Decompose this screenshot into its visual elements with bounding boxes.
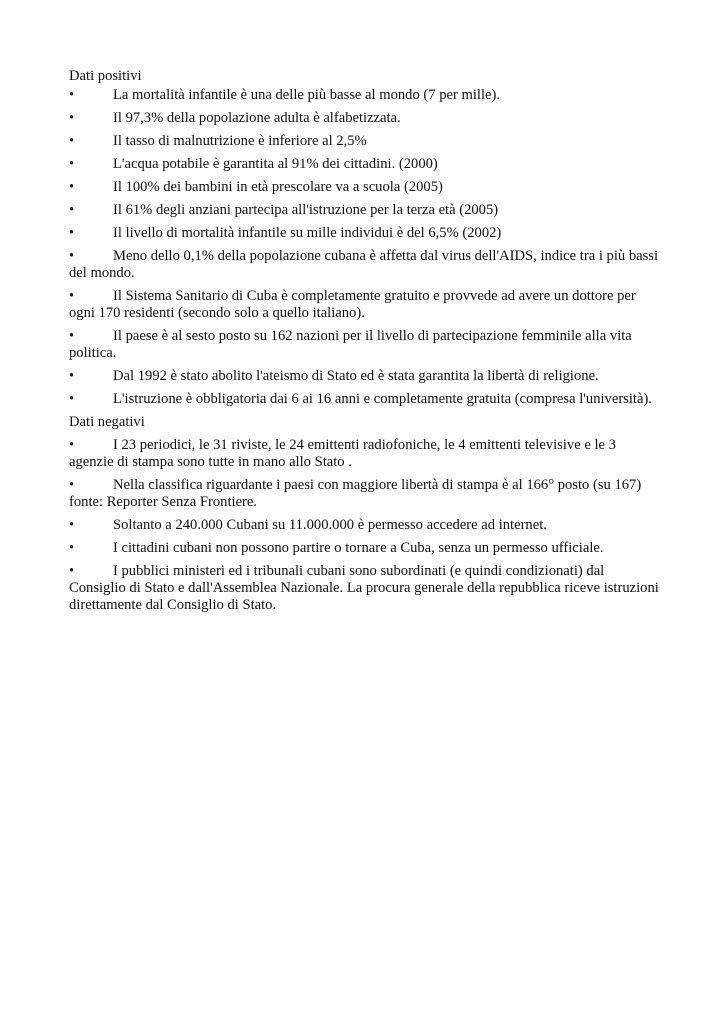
- list-item: [69, 540, 659, 557]
- list-item-text: Il 100% dei bambini in età prescolare va a scuola (2005): [113, 179, 443, 195]
- list-item-text: Meno dello 0,1% della popolazione cubana è affetta dal virus dell'AIDS, indice tra i più bassi del mondo.: [69, 248, 659, 281]
- list-item-text: Il paese è al sesto posto su 162 nazioni per il livello di partecipazione femminile alla vita politica.: [69, 328, 632, 361]
- list-item: [69, 288, 659, 322]
- list-item-text: La mortalità infantile è una delle più basse al mondo (7 per mille).: [113, 87, 501, 103]
- list-item: [69, 156, 659, 173]
- list-item: [69, 133, 659, 150]
- positive-data-heading: Dati positivi: [69, 68, 142, 84]
- list-item: [69, 202, 659, 219]
- list-item: [69, 328, 659, 362]
- list-item: [69, 248, 659, 282]
- list-item-text: I pubblici ministeri ed i tribunali cubani sono subordinati (e quindi condizionati) dal Consiglio di Stato e dall'Assemblea Nazionale. La procura generale della repubblica riceve istruzioni direttamente dal Consiglio di Stato.: [69, 563, 659, 613]
- bullet-icon: •: [69, 391, 75, 407]
- list-item: [69, 368, 659, 385]
- list-item: [69, 477, 659, 511]
- list-item: [69, 110, 659, 127]
- list-item: [69, 563, 659, 614]
- list-item-text: Il livello di mortalità infantile su mille individui è del 6,5% (2002): [113, 225, 502, 241]
- bullet-icon: •: [69, 288, 75, 304]
- list-item: [69, 179, 659, 196]
- list-item-text: L'istruzione è obbligatoria dai 6 ai 16 anni e completamente gratuita (compresa l'università).: [113, 391, 652, 407]
- bullet-icon: •: [69, 368, 75, 384]
- list-item: [69, 517, 659, 534]
- list-item-text: Nella classifica riguardante i paesi con maggiore libertà di stampa è al 166° posto (su 167) fonte: Reporter Senza Frontiere.: [69, 477, 642, 510]
- list-item-text: I cittadini cubani non possono partire o tornare a Cuba, senza un permesso ufficiale.: [113, 540, 604, 556]
- list-item: [69, 225, 659, 242]
- bullet-icon: •: [69, 540, 75, 556]
- list-item-text: Dal 1992 è stato abolito l'ateismo di Stato ed è stata garantita la libertà di religione.: [113, 368, 599, 384]
- list-item: [69, 391, 659, 408]
- list-item-text: L'acqua potabile è garantita al 91% dei cittadini. (2000): [113, 156, 438, 172]
- positive-data-list: [69, 87, 659, 408]
- negative-data-heading: Dati negativi: [69, 414, 145, 430]
- bullet-icon: •: [69, 563, 75, 579]
- list-item-text: Il 97,3% della popolazione adulta è alfabetizzata.: [113, 110, 401, 126]
- bullet-icon: •: [69, 110, 75, 126]
- bullet-icon: •: [69, 202, 75, 218]
- bullet-icon: •: [69, 156, 75, 172]
- bullet-icon: •: [69, 437, 75, 453]
- list-item-text: Soltanto a 240.000 Cubani su 11.000.000 è permesso accedere ad internet.: [113, 517, 547, 533]
- list-item: [69, 437, 659, 471]
- list-item: [69, 87, 659, 104]
- list-item-text: Il 61% degli anziani partecipa all'istruzione per la terza età (2005): [113, 202, 499, 218]
- bullet-icon: •: [69, 133, 75, 149]
- bullet-icon: •: [69, 248, 75, 264]
- list-item-text: Il Sistema Sanitario di Cuba è completamente gratuito e provvede ad avere un dottore per ogni 170 residenti (secondo solo a quello italiano).: [69, 288, 636, 321]
- document-body: [69, 68, 659, 620]
- list-item-text: Il tasso di malnutrizione è inferiore al 2,5%: [113, 133, 367, 149]
- negative-data-list: [69, 437, 659, 614]
- bullet-icon: •: [69, 225, 75, 241]
- bullet-icon: •: [69, 87, 75, 103]
- list-item-text: I 23 periodici, le 31 riviste, le 24 emittenti radiofoniche, le 4 emittenti televisive e le 3 agenzie di stampa sono tutte in mano allo Stato .: [69, 437, 616, 470]
- bullet-icon: •: [69, 517, 75, 533]
- bullet-icon: •: [69, 328, 75, 344]
- bullet-icon: •: [69, 477, 75, 493]
- bullet-icon: •: [69, 179, 75, 195]
